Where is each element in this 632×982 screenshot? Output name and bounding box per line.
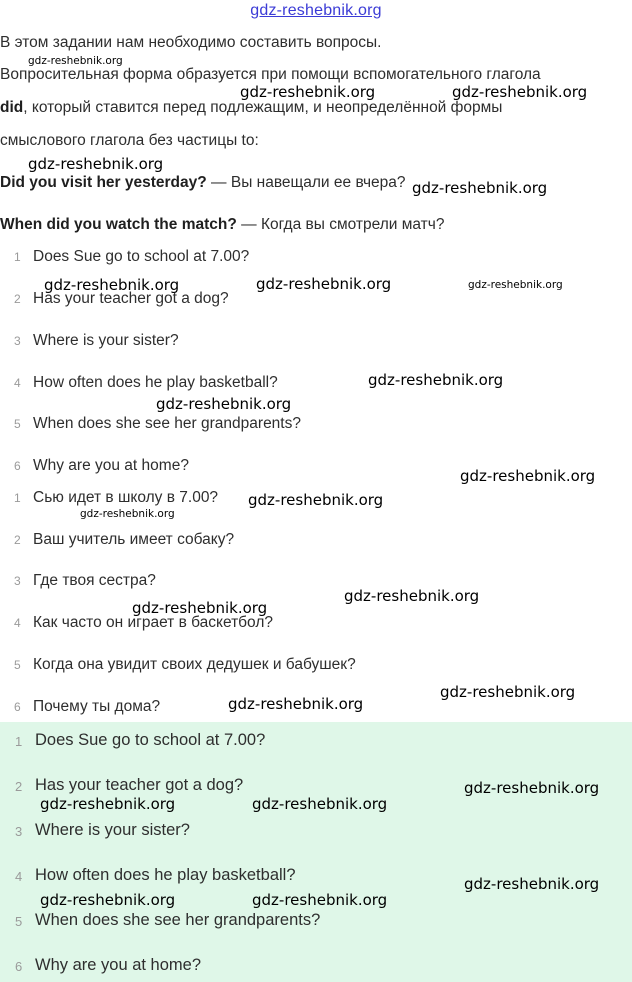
watermark: gdz-reshebnik.org: [240, 83, 376, 101]
item-text: Where is your sister?: [35, 821, 190, 839]
item-text: Why are you at home?: [35, 956, 201, 974]
item-text: Когда она увидит своих дедушек и бабушек?: [33, 656, 356, 673]
item-text: Does Sue go to school at 7.00?: [35, 731, 266, 749]
item-number: 1: [15, 734, 23, 749]
item-number: 5: [14, 658, 21, 672]
item-number: 4: [14, 616, 21, 630]
item-text: Где твоя сестра?: [33, 572, 156, 589]
example-1-en: Did you visit her yesterday?: [0, 174, 207, 191]
item-text: When does she see her grandparents?: [35, 911, 321, 929]
item-text: Ваш учитель имеет собаку?: [33, 531, 235, 548]
item-number: 2: [14, 292, 21, 306]
did-bold: did: [0, 99, 24, 116]
item-number: 2: [15, 779, 23, 794]
item-text: Как часто он играет в баскетбол?: [33, 614, 274, 631]
watermark: gdz-reshebnik.org: [256, 275, 392, 293]
watermark: gdz-reshebnik.org: [40, 795, 176, 813]
item-number: 5: [15, 914, 23, 929]
item-number: 5: [14, 417, 21, 431]
watermark: gdz-reshebnik.org: [252, 891, 388, 909]
watermark: gdz-reshebnik.org: [344, 587, 480, 605]
item-text: How often does he play basketball?: [35, 866, 296, 884]
example-2-en: When did you watch the match?: [0, 216, 237, 233]
item-number: 1: [14, 491, 21, 505]
item-number: 4: [15, 869, 23, 884]
intro-line-3: [0, 99, 502, 117]
watermark: gdz-reshebnik.org: [368, 371, 504, 389]
watermark: gdz-reshebnik.org: [252, 795, 388, 813]
watermark: gdz-reshebnik.org: [468, 279, 563, 291]
watermark: gdz-reshebnik.org: [464, 779, 600, 797]
item-text: When does she see her grandparents?: [33, 415, 301, 432]
intro-line-2: Вопросительная форма образуется при помощи вспомогательного глагола: [0, 66, 541, 83]
watermark: gdz-reshebnik.org: [28, 55, 123, 67]
watermark: gdz-reshebnik.org: [156, 395, 292, 413]
intro-line-4: смыслового глагола без частицы to:: [0, 132, 259, 149]
item-text: Why are you at home?: [33, 457, 189, 474]
watermark: gdz-reshebnik.org: [412, 179, 548, 197]
item-number: 6: [14, 700, 21, 714]
item-number: 1: [14, 250, 21, 264]
item-text: Does Sue go to school at 7.00?: [33, 248, 250, 265]
item-number: 3: [15, 824, 23, 839]
example-1-ru: — Вы навещали ее вчера?: [206, 174, 406, 191]
watermark: gdz-reshebnik.org: [464, 875, 600, 893]
item-text: Сью идет в школу в 7.00?: [33, 489, 219, 506]
item-number: 4: [14, 376, 21, 390]
watermark: gdz-reshebnik.org: [452, 83, 588, 101]
watermark: gdz-reshebnik.org: [440, 683, 576, 701]
item-text: Почему ты дома?: [33, 698, 161, 715]
item-text: How often does he play basketball?: [33, 374, 278, 391]
item-number: 6: [15, 959, 23, 974]
item-number: 3: [14, 334, 21, 348]
watermark: gdz-reshebnik.org: [40, 891, 176, 909]
site-link[interactable]: gdz-reshebnik.org: [250, 2, 382, 19]
intro-line-3-rest: , который ставится перед подлежащим, и неопределённой формы: [23, 99, 503, 116]
watermark: gdz-reshebnik.org: [44, 276, 180, 294]
watermark: gdz-reshebnik.org: [80, 508, 175, 520]
item-number: 6: [14, 459, 21, 473]
watermark: gdz-reshebnik.org: [228, 695, 364, 713]
item-text: Has your teacher got a dog?: [33, 290, 229, 307]
watermark: gdz-reshebnik.org: [248, 491, 384, 509]
item-number: 3: [14, 574, 21, 588]
example-2-ru: — Когда вы смотрели матч?: [236, 216, 445, 233]
intro-line-1: В этом задании нам необходимо составить вопросы.: [0, 34, 382, 51]
item-text: Has your teacher got a dog?: [35, 776, 244, 794]
watermark: gdz-reshebnik.org: [28, 155, 164, 173]
example-2: [0, 216, 444, 234]
item-number: 2: [14, 533, 21, 547]
answer-block: [0, 722, 632, 982]
watermark: gdz-reshebnik.org: [132, 599, 268, 617]
watermark: gdz-reshebnik.org: [460, 467, 596, 485]
example-1: [0, 174, 406, 192]
item-text: Where is your sister?: [33, 332, 179, 349]
